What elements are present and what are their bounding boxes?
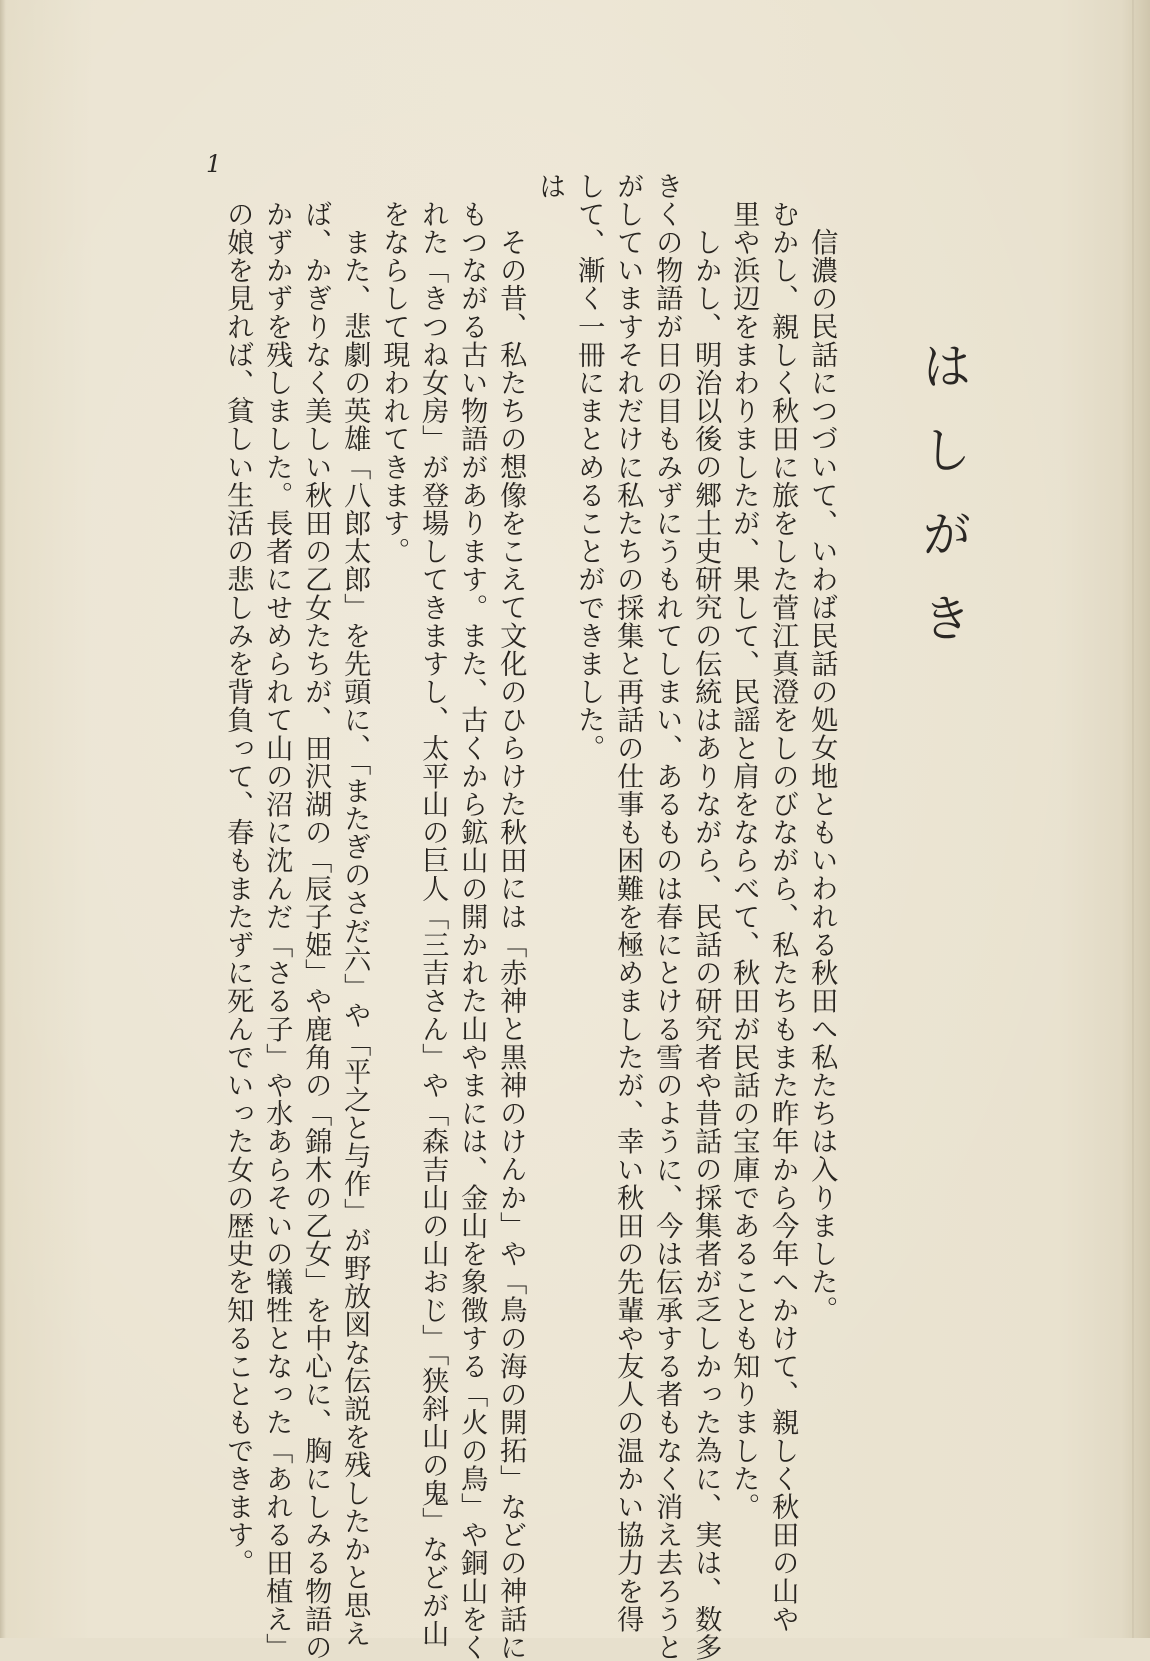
text-column-13: ば、かぎりなく美しい秋田の乙女たちが、田沢湖の「辰子姫」や鹿角の「錦木の乙女」を中心に、胸にしみる物語の — [300, 200, 332, 1661]
text-column-6: していますそれだけに私たちの採集と再話の仕事も困難を極めましたが、幸い秋田の先輩や友人の温かい協力を得 — [612, 200, 644, 1634]
text-column-5: くの物語が日の目もみずにうもれてしまい、あるものは春にとける雪のように、今は伝承する者もなく消え去ろうと — [651, 200, 683, 1661]
text-column-8: その昔、私たちの想像をこえて文化のひらけた秋田には「赤神と黒神のけんか」や「鳥の海の開拓」などの神話に — [495, 228, 527, 1661]
text-column-10: れた「きつね女房」が登場してきますし、太平山の巨人「三吉さん」や「森吉山の山おじ」「狭斜山の鬼」などが山 — [417, 200, 449, 1648]
marginal-char-4: は — [534, 172, 566, 201]
page-number: 1 — [206, 150, 222, 178]
page-title: はしがき — [914, 340, 972, 676]
text-column-2: むかし、親しく秋田に旅をした菅江真澄をしのびながら、私たちもまた昨年から今年へかけて、親しく秋田の山や — [767, 200, 799, 1634]
text-column-9: もつながる古い物語があります。また、古くから鉱山の開かれた山やまには、金山を象徴する「火の鳥」や銅山をく — [456, 200, 488, 1661]
page-edge — [1132, 0, 1134, 1638]
text-column-4: しかし、明治以後の郷土史研究の伝統はありながら、民話の研究者や昔話の採集者が乏しかった為に、実は、数多 — [690, 228, 722, 1661]
text-column-7: て、漸く一冊にまとめることができました。 — [573, 200, 605, 762]
text-column-12: また、悲劇の英雄「八郎太郎」を先頭に、「またぎのさだ六」や「平之と与作」が野放図な伝説を残したかと思え — [339, 228, 371, 1648]
marginal-char-2: が — [612, 172, 644, 201]
marginal-char-1: き — [651, 172, 683, 201]
text-column-15: の娘を見れば、貧しい生活の悲しみを背負って、春もまたずに死んでいった女の歴史を知ることもできます。 — [222, 200, 254, 1577]
text-column-3: 里や浜辺をまわりましたが、果して、民謡と肩をならべて、秋田が民話の宝庫であることも知りました。 — [728, 200, 760, 1521]
text-column-11: をならして現われてきます。 — [378, 200, 410, 566]
text-column-14: かずかずを残しました。長者にせめられて山の沼に沈んだ「さる子」や水あらそいの犠牲となった「あれる田植え」 — [261, 200, 293, 1661]
text-column-1: 信濃の民話につづいて、いわば民話の処女地ともいわれる秋田へ私たちは入りました。 — [806, 228, 838, 1324]
marginal-char-3: し — [573, 172, 605, 201]
